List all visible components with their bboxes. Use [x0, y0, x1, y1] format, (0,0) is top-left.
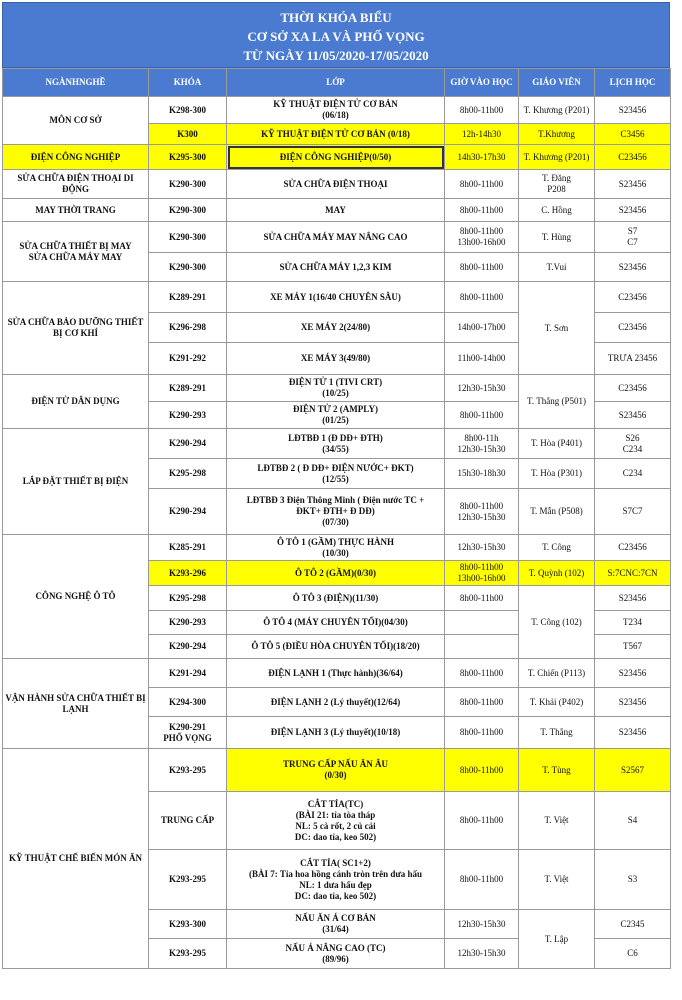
- cell-lich-hoc: T234: [595, 611, 671, 635]
- cell-gio: 14h00-17h00: [445, 313, 519, 343]
- cell-giao-vien: T. Thắng: [519, 717, 595, 749]
- cell-giao-vien: T. Hòa (P401): [519, 429, 595, 459]
- cell-khoa: K290-294: [149, 429, 227, 459]
- cell-lop: XE MÁY 2(24/80): [227, 313, 445, 343]
- cell-lop: LĐTBĐ 1 (Đ DĐ+ ĐTH) (34/55): [227, 429, 445, 459]
- cell-lop: ĐIỆN TỬ 2 (AMPLY) (01/25): [227, 402, 445, 429]
- cell-lich-hoc: C23456: [595, 145, 671, 170]
- cell-khoa: K296-298: [149, 313, 227, 343]
- cell-lich-hoc: S23456: [595, 586, 671, 611]
- cell-khoa: K289-291: [149, 282, 227, 313]
- cell-gio: 8h00-11h00: [445, 97, 519, 124]
- cell-lich-hoc: TRƯA 23456: [595, 343, 671, 375]
- cell-giao-vien: T.Vui: [519, 253, 595, 282]
- cell-giao-vien: T. Khương (P201): [519, 145, 595, 170]
- cell-khoa: K290-293: [149, 402, 227, 429]
- cell-lich-hoc: S4: [595, 792, 671, 850]
- cell-gio: 8h00-11h 12h30-15h30: [445, 429, 519, 459]
- cell-lich-hoc: S23456: [595, 97, 671, 124]
- cell-khoa: K291-292: [149, 343, 227, 375]
- cell-lop: NẤU Á NÂNG CAO (TC) (89/96): [227, 939, 445, 969]
- cell-lich-hoc: C234: [595, 459, 671, 489]
- cell-gio: 8h00-11h00 13h00-16h00: [445, 561, 519, 586]
- cell-gio: 12h-14h30: [445, 124, 519, 145]
- cell-giao-vien: T. Chiến (P113): [519, 659, 595, 688]
- cell-khoa: K289-291: [149, 375, 227, 402]
- cell-gio: 8h00-11h00: [445, 688, 519, 717]
- cell-giao-vien: T.Khương: [519, 124, 595, 145]
- cell-gio: 8h00-11h00: [445, 659, 519, 688]
- schedule-sheet: [2, 2, 670, 969]
- cell-khoa: K290-300: [149, 253, 227, 282]
- group-label: SỬA CHỮA BẢO DƯỠNG THIẾT BỊ CƠ KHÍ: [3, 282, 149, 375]
- cell-lich-hoc: C23456: [595, 375, 671, 402]
- cell-gio: 8h00-11h00: [445, 717, 519, 749]
- cell-khoa: K295-300: [149, 145, 227, 170]
- schedule-table: [2, 68, 671, 969]
- cell-lop-selected[interactable]: ĐIỆN CÔNG NGHIỆP(0/50): [227, 145, 445, 170]
- table-row: [3, 170, 671, 199]
- table-row: [3, 145, 671, 170]
- cell-khoa: K290-294: [149, 635, 227, 659]
- cell-lop: Ô TÔ 1 (GẦM) THỰC HÀNH (10/30): [227, 535, 445, 561]
- cell-khoa: K290-300: [149, 170, 227, 199]
- col-header-lop: LỚP: [227, 69, 445, 97]
- title-line-2: CƠ SỞ XA LA VÀ PHỐ VỌNG: [247, 29, 425, 44]
- cell-lich-hoc: S:7CNC:7CN: [595, 561, 671, 586]
- cell-giao-vien: C. Hồng: [519, 199, 595, 222]
- table-row: [3, 429, 671, 459]
- cell-lop: LĐTBĐ 2 ( Đ DĐ+ ĐIỆN NƯỚC+ ĐKT) (12/55): [227, 459, 445, 489]
- cell-giao-vien: T. Công (102): [519, 586, 595, 659]
- cell-lop: KỸ THUẬT ĐIỆN TỬ CƠ BẢN (06/18): [227, 97, 445, 124]
- cell-khoa: K293-296: [149, 561, 227, 586]
- group-label: SỬA CHỮA THIẾT BỊ MAY SỬA CHỮA MÁY MAY: [3, 222, 149, 282]
- cell-lich-hoc: S7 C7: [595, 222, 671, 253]
- cell-giao-vien: T. Sơn: [519, 282, 595, 375]
- cell-gio: 12h30-15h30: [445, 375, 519, 402]
- cell-khoa: K290-300: [149, 222, 227, 253]
- cell-gio: 8h00-11h00: [445, 170, 519, 199]
- cell-lich-hoc: S23456: [595, 170, 671, 199]
- cell-lich-hoc: S23456: [595, 717, 671, 749]
- cell-gio: 12h30-15h30: [445, 535, 519, 561]
- cell-lop: SỬA CHỮA MÁY MAY NÂNG CAO: [227, 222, 445, 253]
- cell-gio: 11h00-14h00: [445, 343, 519, 375]
- schedule-header: [2, 2, 670, 68]
- group-label: CÔNG NGHỆ Ô TÔ: [3, 535, 149, 659]
- cell-gio: 8h00-11h00: [445, 253, 519, 282]
- title-line-3: TỪ NGÀY 11/05/2020-17/05/2020: [243, 48, 429, 63]
- cell-gio: 8h00-11h00: [445, 586, 519, 611]
- group-label: MAY THỜI TRANG: [3, 199, 149, 222]
- cell-lop: TRUNG CẤP NẤU ĂN ÂU (0/30): [227, 749, 445, 792]
- cell-lop: Ô TÔ 3 (ĐIỆN)(11/30): [227, 586, 445, 611]
- group-label: VẬN HÀNH SỬA CHỮA THIẾT BỊ LẠNH: [3, 659, 149, 749]
- cell-khoa: K294-300: [149, 688, 227, 717]
- table-row: [3, 97, 671, 124]
- cell-khoa: K298-300: [149, 97, 227, 124]
- cell-lich-hoc: S23456: [595, 253, 671, 282]
- cell-gio: 14h30-17h30: [445, 145, 519, 170]
- cell-lich-hoc: S26 C234: [595, 429, 671, 459]
- cell-lop: Ô TÔ 2 (GẦM)(0/30): [227, 561, 445, 586]
- cell-khoa: K290-291 PHỐ VỌNG: [149, 717, 227, 749]
- cell-lop: ĐIỆN TỬ 1 (TIVI CRT) (10/25): [227, 375, 445, 402]
- cell-gio: 8h00-11h00: [445, 199, 519, 222]
- cell-gio: 8h00-11h00 13h00-16h00: [445, 222, 519, 253]
- cell-giao-vien: T. Khải (P402): [519, 688, 595, 717]
- cell-lich-hoc: C23456: [595, 282, 671, 313]
- cell-giao-vien: T. Lập: [519, 910, 595, 969]
- cell-khoa: K290-294: [149, 489, 227, 535]
- cell-giao-vien: T. Quỳnh (102): [519, 561, 595, 586]
- column-header-row: [3, 69, 671, 97]
- cell-giao-vien: T. Công: [519, 535, 595, 561]
- table-row: [3, 375, 671, 402]
- cell-khoa: K293-295: [149, 939, 227, 969]
- cell-giao-vien: T. Tùng: [519, 749, 595, 792]
- table-row: [3, 222, 671, 253]
- cell-giao-vien: T. Việt: [519, 850, 595, 910]
- cell-khoa: K295-298: [149, 459, 227, 489]
- cell-lich-hoc: S2567: [595, 749, 671, 792]
- cell-gio: 8h00-11h00: [445, 749, 519, 792]
- cell-khoa: K285-291: [149, 535, 227, 561]
- cell-khoa: K293-295: [149, 850, 227, 910]
- col-header-lich-hoc: LỊCH HỌC: [595, 69, 671, 97]
- cell-lich-hoc: S7C7: [595, 489, 671, 535]
- cell-gio: 15h30-18h30: [445, 459, 519, 489]
- col-header-nganh: NGÀNHNGHỀ: [3, 69, 149, 97]
- cell-gio: [445, 611, 519, 635]
- cell-giao-vien: T. Khương (P201): [519, 97, 595, 124]
- cell-lop: Ô TÔ 5 (ĐIỀU HÒA CHUYÊN TỐI)(18/20): [227, 635, 445, 659]
- group-label: MÔN CƠ SỞ: [3, 97, 149, 145]
- table-row: [3, 535, 671, 561]
- cell-gio: 8h00-11h00: [445, 402, 519, 429]
- cell-lich-hoc: S23456: [595, 688, 671, 717]
- cell-lop: ĐIỆN LẠNH 3 (Lý thuyết)(10/18): [227, 717, 445, 749]
- cell-gio: 8h00-11h00: [445, 850, 519, 910]
- cell-lop: Ô TÔ 4 (MÁY CHUYÊN TỐI)(04/30): [227, 611, 445, 635]
- cell-lop: KỸ THUẬT ĐIỆN TỬ CƠ BẢN (0/18): [227, 124, 445, 145]
- cell-khoa: K295-298: [149, 586, 227, 611]
- group-label: SỬA CHỮA ĐIỆN THOẠI DI ĐỘNG: [3, 170, 149, 199]
- cell-lop: CẮT TỈA(TC) (BÀI 21: tỉa tòa tháp NL: 5 cà rốt, 2 củ cải DC: dao tỉa, keo 502): [227, 792, 445, 850]
- cell-lich-hoc: C2345: [595, 910, 671, 939]
- cell-khoa: K293-300: [149, 910, 227, 939]
- table-row: [3, 659, 671, 688]
- cell-gio: 12h30-15h30: [445, 939, 519, 969]
- cell-lich-hoc: S23456: [595, 659, 671, 688]
- cell-giao-vien: T. Việt: [519, 792, 595, 850]
- cell-lich-hoc: S23456: [595, 199, 671, 222]
- col-header-khoa: KHÓA: [149, 69, 227, 97]
- cell-lich-hoc: C23456: [595, 313, 671, 343]
- cell-lop: XE MÁY 1(16/40 CHUYÊN SÂU): [227, 282, 445, 313]
- cell-lich-hoc: C23456: [595, 535, 671, 561]
- cell-khoa: TRUNG CẤP: [149, 792, 227, 850]
- cell-lop: SỬA CHỮA MÁY 1,2,3 KIM: [227, 253, 445, 282]
- group-label: ĐIỆN TỬ DÂN DỤNG: [3, 375, 149, 429]
- cell-khoa: K300: [149, 124, 227, 145]
- table-row: [3, 199, 671, 222]
- table-row: [3, 282, 671, 313]
- cell-lop: LĐTBĐ 3 Điện Thông Minh ( Điện nước TC + ĐKT+ ĐTH+ Đ DĐ) (07/30): [227, 489, 445, 535]
- cell-giao-vien: T. Hùng: [519, 222, 595, 253]
- cell-khoa: K293-295: [149, 749, 227, 792]
- group-label: KỸ THUẬT CHẾ BIẾN MÓN ĂN: [3, 749, 149, 969]
- cell-giao-vien: T. Mẫn (P508): [519, 489, 595, 535]
- cell-giao-vien: T. Đăng P208: [519, 170, 595, 199]
- col-header-giao-vien: GIÁO VIÊN: [519, 69, 595, 97]
- cell-giao-vien: T. Thắng (P501): [519, 375, 595, 429]
- cell-khoa: K290-293: [149, 611, 227, 635]
- cell-lop: XE MÁY 3(49/80): [227, 343, 445, 375]
- group-label: ĐIỆN CÔNG NGHIỆP: [3, 145, 149, 170]
- cell-lop: NẤU ĂN Á CƠ BẢN (31/64): [227, 910, 445, 939]
- cell-lop: MAY: [227, 199, 445, 222]
- cell-giao-vien: T. Hòa (P301): [519, 459, 595, 489]
- cell-gio: 8h00-11h00: [445, 282, 519, 313]
- cell-khoa: K290-300: [149, 199, 227, 222]
- cell-lop: SỬA CHỮA ĐIỆN THOẠI: [227, 170, 445, 199]
- table-row: [3, 749, 671, 792]
- cell-gio: 8h00-11h00 12h30-15h30: [445, 489, 519, 535]
- group-label: LẮP ĐẶT THIẾT BỊ ĐIỆN: [3, 429, 149, 535]
- cell-gio: [445, 635, 519, 659]
- col-header-gio: GIỜ VÀO HỌC: [445, 69, 519, 97]
- cell-lich-hoc: T567: [595, 635, 671, 659]
- cell-lop: ĐIỆN LẠNH 2 (Lý thuyết)(12/64): [227, 688, 445, 717]
- cell-lich-hoc: C6: [595, 939, 671, 969]
- cell-lop: CẮT TỈA( SC1+2) (BÀI 7: Tỉa hoa hồng cánh tròn trên dưa hấu NL: 1 dưa hấu đẹp DC: dao tỉa, keo 502): [227, 850, 445, 910]
- cell-gio: 8h00-11h00: [445, 792, 519, 850]
- cell-lop: ĐIỆN LẠNH 1 (Thực hành)(36/64): [227, 659, 445, 688]
- cell-lich-hoc: S23456: [595, 402, 671, 429]
- cell-gio: 12h30-15h30: [445, 910, 519, 939]
- cell-lich-hoc: S3: [595, 850, 671, 910]
- cell-khoa: K291-294: [149, 659, 227, 688]
- title-line-1: THỜI KHÓA BIỂU: [280, 10, 392, 25]
- cell-lich-hoc: C3456: [595, 124, 671, 145]
